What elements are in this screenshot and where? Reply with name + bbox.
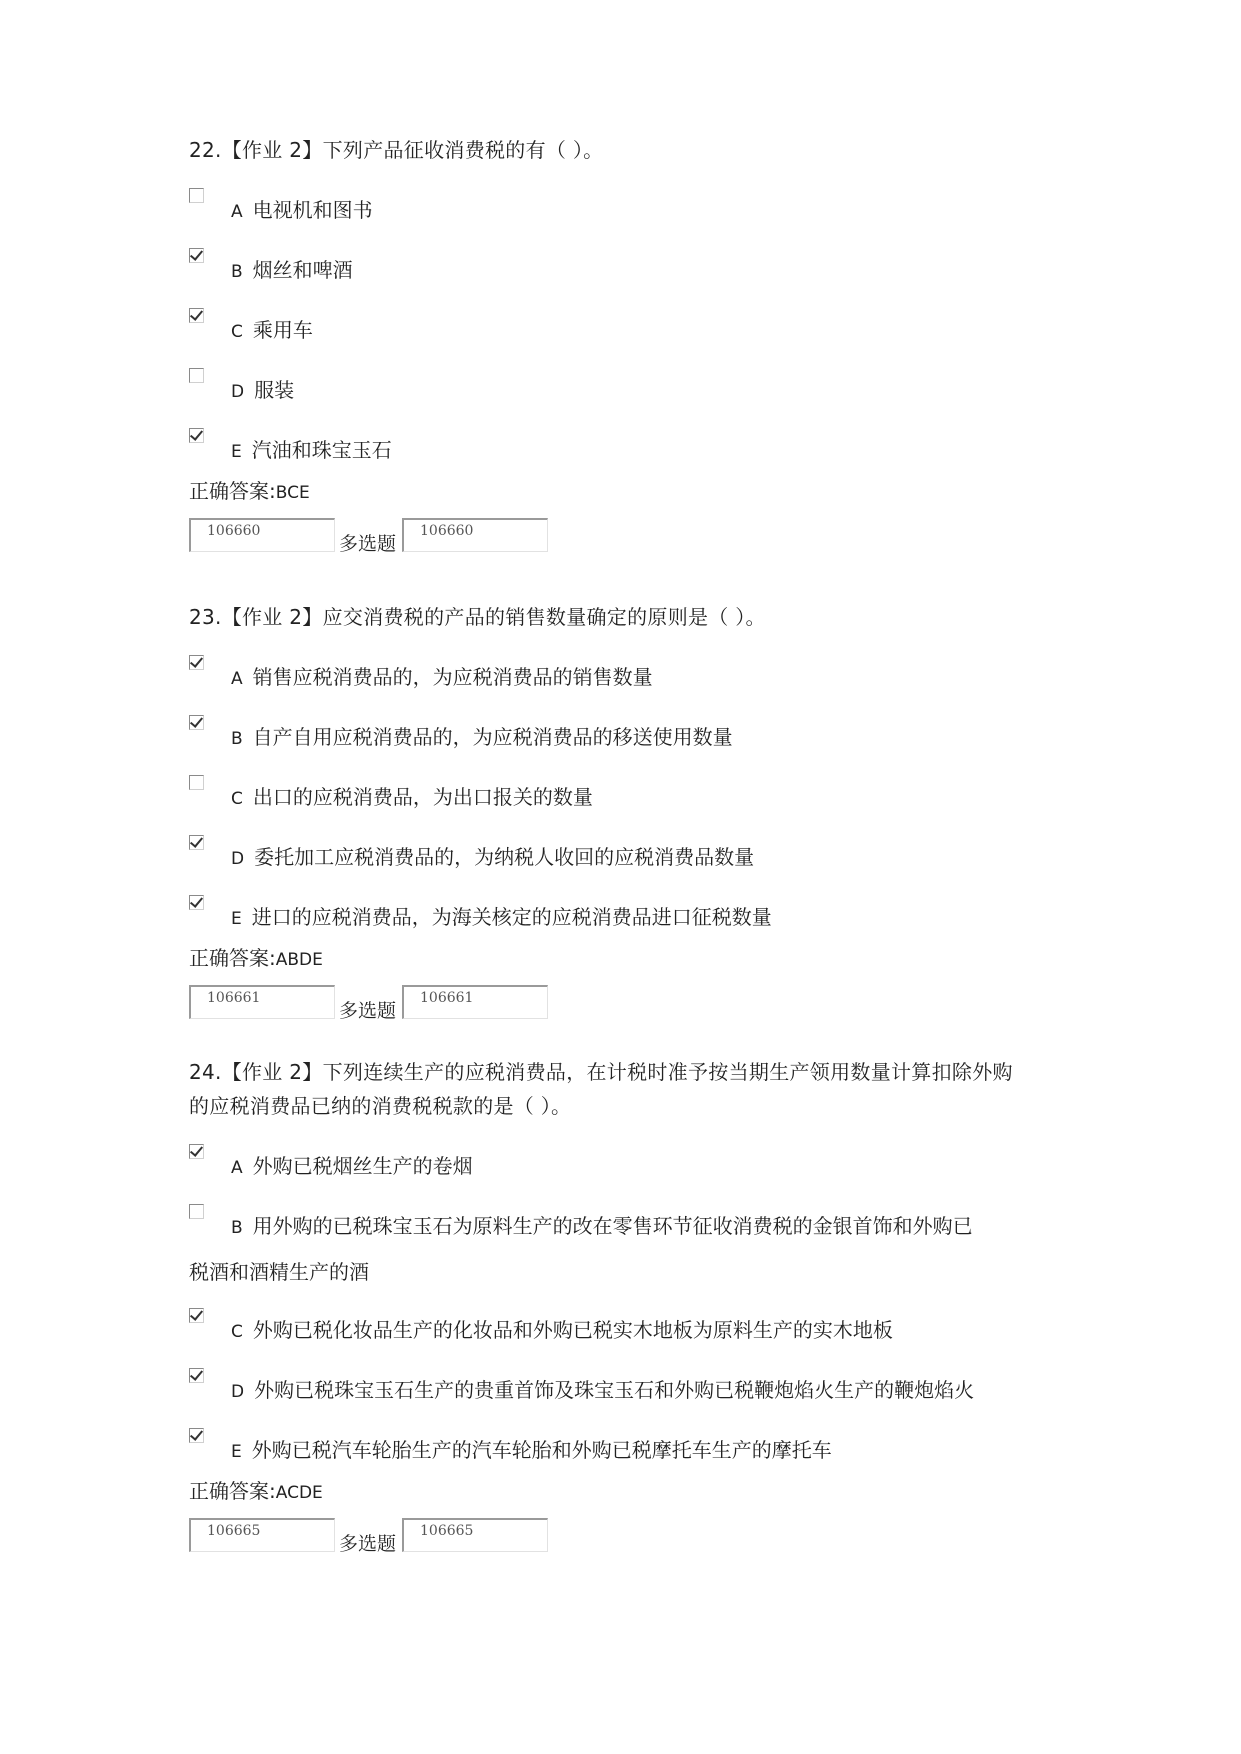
option-letter: B	[231, 262, 243, 282]
option-letter: B	[231, 729, 243, 749]
option-text: 销售应税消费品的，为应税消费品的销售数量	[252, 665, 653, 689]
option-text: 烟丝和啤酒	[252, 258, 353, 282]
checkbox-checked[interactable]	[189, 1144, 204, 1159]
option-text-line-2: 税酒和酒精生产的酒	[189, 1260, 369, 1284]
option-letter: E	[231, 1442, 242, 1462]
checkmark-icon	[190, 1367, 203, 1381]
id-row	[189, 985, 1069, 1021]
option-b	[189, 1203, 1069, 1239]
question-id-field[interactable]: 106665	[189, 1518, 335, 1552]
question-title-line-2: 的应税消费品已纳的消费税税款的是（ ）。	[189, 1094, 572, 1118]
option-d	[189, 1367, 1069, 1403]
checkmark-icon	[190, 714, 203, 728]
option-letter: E	[231, 442, 242, 462]
option-text: 自产自用应税消费品的，为应税消费品的移送使用数量	[252, 725, 733, 749]
option-letter: C	[231, 1322, 243, 1342]
option-e	[189, 1427, 1069, 1463]
checkbox-checked[interactable]	[189, 248, 204, 263]
correct-answer	[189, 476, 1069, 508]
checkbox-unchecked[interactable]	[189, 368, 204, 383]
checkmark-icon	[190, 894, 203, 908]
answer-label: 正确答案:	[189, 1479, 276, 1503]
option-a	[189, 654, 1069, 690]
checkbox-checked[interactable]	[189, 835, 204, 850]
checkbox-checked[interactable]	[189, 655, 204, 670]
question-title: 22.【作业 2】下列产品征收消费税的有（ ）。	[189, 138, 604, 162]
checkbox-unchecked[interactable]	[189, 775, 204, 790]
answer-value: BCE	[275, 483, 310, 503]
checkmark-icon	[190, 1427, 203, 1441]
answer-label: 正确答案:	[189, 479, 276, 503]
option-text: 汽油和珠宝玉石	[251, 438, 392, 462]
id-row	[189, 1518, 1069, 1554]
option-letter: D	[231, 849, 245, 869]
option-c	[189, 774, 1069, 810]
checkbox-checked[interactable]	[189, 715, 204, 730]
option-text-line-1: 用外购的已税珠宝玉石为原料生产的改在零售环节征收消费税的金银首饰和外购已	[252, 1214, 973, 1238]
option-d	[189, 367, 1069, 403]
option-text: 外购已税化妆品生产的化妆品和外购已税实木地板为原料生产的实木地板	[252, 1318, 893, 1342]
option-letter: C	[231, 322, 243, 342]
option-text: 委托加工应税消费品的，为纳税人收回的应税消费品数量	[254, 845, 755, 869]
option-letter: E	[231, 909, 242, 929]
answer-value: ABDE	[275, 950, 323, 970]
option-text: 出口的应税消费品，为出口报关的数量	[252, 785, 593, 809]
question-id-field-2[interactable]: 106661	[402, 985, 548, 1019]
checkmark-icon	[190, 1143, 203, 1157]
correct-answer	[189, 943, 1069, 975]
checkbox-checked[interactable]	[189, 428, 204, 443]
option-text: 外购已税汽车轮胎生产的汽车轮胎和外购已税摩托车生产的摩托车	[251, 1438, 832, 1462]
checkmark-icon	[190, 654, 203, 668]
checkbox-checked[interactable]	[189, 308, 204, 323]
checkmark-icon	[190, 427, 203, 441]
option-letter: A	[231, 1158, 243, 1178]
question-title: 23.【作业 2】应交消费税的产品的销售数量确定的原则是（ ）。	[189, 605, 766, 629]
question-title-line-1: 24.【作业 2】下列连续生产的应税消费品，在计税时准予按当期生产领用数量计算扣除外购	[189, 1060, 1013, 1084]
checkbox-checked[interactable]	[189, 1308, 204, 1323]
option-c	[189, 1307, 1069, 1343]
checkmark-icon	[190, 834, 203, 848]
option-text: 服装	[254, 378, 295, 402]
option-letter: D	[231, 1382, 245, 1402]
question-type-label: 多选题	[339, 1000, 397, 1022]
option-a	[189, 187, 1069, 223]
question-22	[189, 133, 1069, 554]
id-row	[189, 518, 1069, 554]
checkmark-icon	[190, 307, 203, 321]
question-id-field-2[interactable]: 106660	[402, 518, 548, 552]
question-23	[189, 600, 1069, 1021]
option-letter: A	[231, 202, 243, 222]
answer-value: ACDE	[275, 1483, 323, 1503]
option-text: 进口的应税消费品，为海关核定的应税消费品进口征税数量	[251, 905, 772, 929]
option-b	[189, 714, 1069, 750]
option-e	[189, 894, 1069, 930]
option-letter: A	[231, 669, 243, 689]
checkbox-checked[interactable]	[189, 1428, 204, 1443]
option-text: 电视机和图书	[252, 198, 373, 222]
question-type-label: 多选题	[339, 1533, 397, 1555]
option-text: 外购已税烟丝生产的卷烟	[252, 1154, 473, 1178]
option-d	[189, 834, 1069, 870]
checkbox-unchecked[interactable]	[189, 1204, 204, 1219]
question-type-label: 多选题	[339, 533, 397, 555]
checkmark-icon	[190, 247, 203, 261]
option-letter: B	[231, 1218, 243, 1238]
correct-answer	[189, 1476, 1069, 1508]
question-id-field-2[interactable]: 106665	[402, 1518, 548, 1552]
checkbox-checked[interactable]	[189, 1368, 204, 1383]
option-a	[189, 1143, 1069, 1179]
option-c	[189, 307, 1069, 343]
question-id-field[interactable]: 106661	[189, 985, 335, 1019]
option-b	[189, 247, 1069, 283]
option-letter: C	[231, 789, 243, 809]
checkbox-unchecked[interactable]	[189, 188, 204, 203]
checkbox-checked[interactable]	[189, 895, 204, 910]
question-24	[189, 1055, 1069, 1554]
option-b-continuation	[189, 1255, 1069, 1289]
answer-label: 正确答案:	[189, 946, 276, 970]
option-e	[189, 427, 1069, 463]
option-text: 外购已税珠宝玉石生产的贵重首饰及珠宝玉石和外购已税鞭炮焰火生产的鞭炮焰火	[254, 1378, 975, 1402]
option-text: 乘用车	[252, 318, 313, 342]
option-letter: D	[231, 382, 245, 402]
question-id-field[interactable]: 106660	[189, 518, 335, 552]
checkmark-icon	[190, 1307, 203, 1321]
